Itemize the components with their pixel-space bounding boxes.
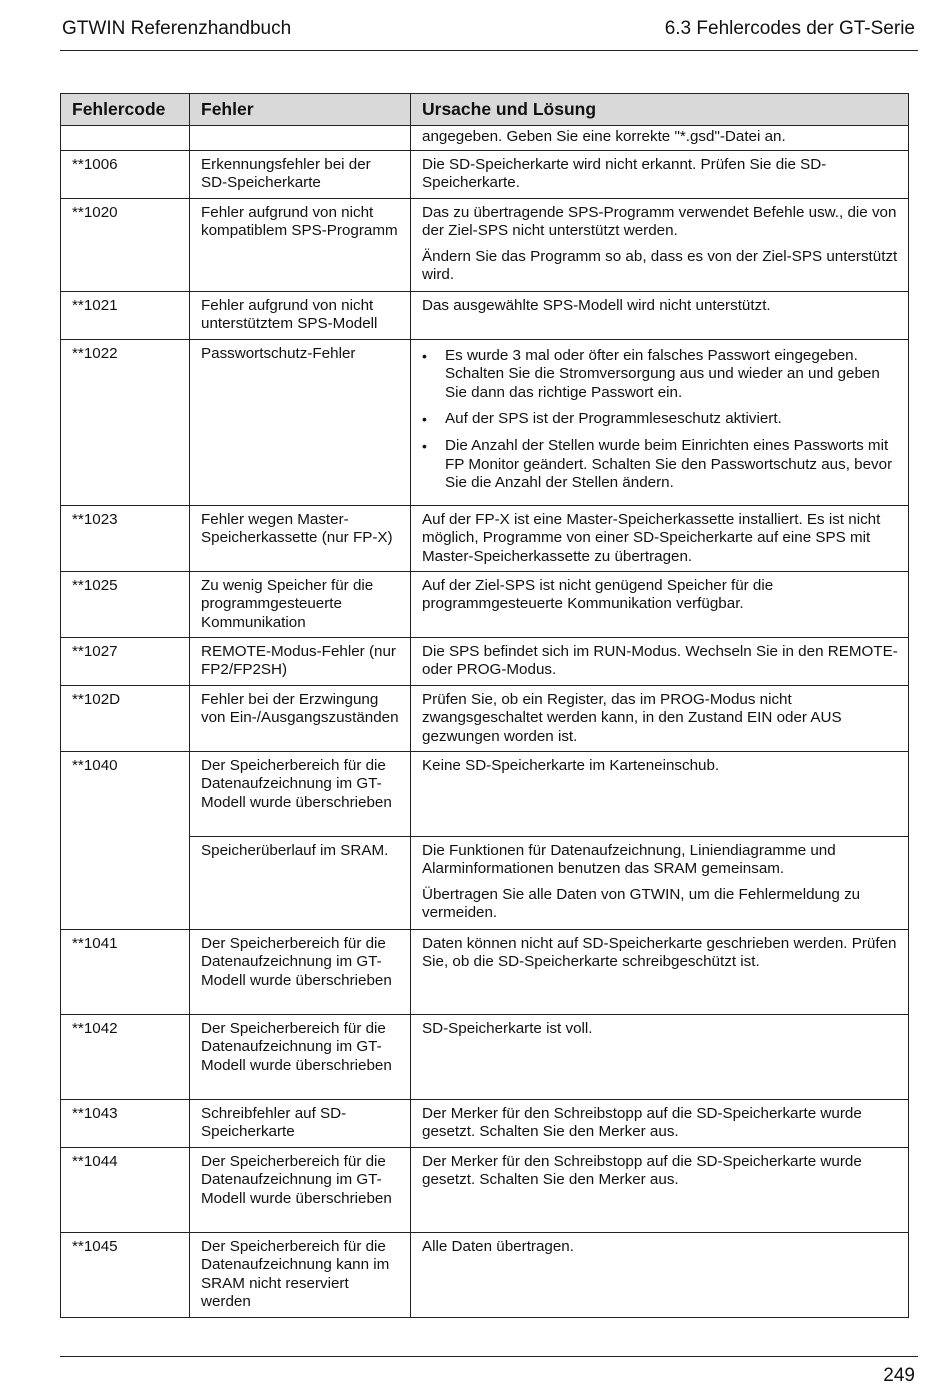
error-cell: Der Speicherbereich für die Datenaufzeichnung im GT-Modell wurde überschrieben: [190, 1147, 411, 1232]
code-cell: [61, 126, 190, 151]
cause-cell: [411, 1099, 909, 1147]
cause-paragraph: Auf der FP-X ist eine Master-Speicherkassette installiert. Es ist nicht möglich, Programme von einer SD-Speicherkarte auf eine SPS mit Master-Speicherkassette zu übertragen.: [422, 510, 881, 565]
cause-cell: angegeben. Geben Sie eine korrekte "*.gsd"-Datei an.: [411, 126, 909, 151]
cause-paragraph: Der Merker für den Schreibstopp auf die SD-Speicherkarte wurde gesetzt. Schalten Sie den Merker aus.: [422, 1104, 862, 1141]
cause-cell: [411, 291, 909, 339]
code-cell: **1020: [61, 198, 190, 291]
section-title: 6.3 Fehlercodes der GT-Serie: [664, 18, 915, 39]
table-row: [61, 929, 909, 1014]
error-cell: Speicherüberlauf im SRAM.: [190, 836, 411, 929]
list-item: • Auf der SPS ist der Programmleseschutz aktiviert.: [445, 410, 898, 429]
code-cell: **102D: [61, 685, 190, 751]
table-row: [61, 637, 909, 685]
cause-cell: [411, 150, 909, 198]
code-cell: **1022: [61, 339, 190, 505]
error-cell: Erkennungsfehler bei der SD-Speicherkarte: [190, 150, 411, 198]
code-cell: **1006: [61, 150, 190, 198]
list-item: • Die Anzahl der Stellen wurde beim Einrichten eines Passworts mit FP Monitor geändert. Schalten Sie den Passwortschutz aus, bevor Sie die Anzahl der Stellen ändern.: [445, 437, 898, 493]
table-row: [61, 571, 909, 637]
header-error: Fehler: [190, 94, 411, 126]
cause-cell: [411, 836, 909, 929]
cause-cell: [411, 637, 909, 685]
header-error-code: Fehlercode: [61, 94, 190, 126]
error-cell: Passwortschutz-Fehler: [190, 339, 411, 505]
code-cell: **1045: [61, 1232, 190, 1317]
solution-paragraph: Übertragen Sie alle Daten von GTWIN, um die Fehlermeldung zu vermeiden.: [422, 885, 861, 922]
cause-cell: [411, 929, 909, 1014]
error-cell: [190, 126, 411, 151]
header-cause-solution: Ursache und Lösung: [411, 94, 909, 126]
error-cell: Fehler aufgrund von nicht kompatiblem SPS-Programm: [190, 198, 411, 291]
cause-paragraph: Das ausgewählte SPS-Modell wird nicht unterstützt.: [422, 296, 771, 314]
solution-paragraph: Ändern Sie das Programm so ab, dass es von der Ziel-SPS unterstützt wird.: [422, 247, 898, 284]
page-header: [60, 14, 918, 51]
table-row: [61, 751, 909, 836]
error-cell: Zu wenig Speicher für die programmgesteuerte Kommunikation: [190, 571, 411, 637]
cause-cell: [411, 339, 909, 505]
code-cell: **1023: [61, 505, 190, 571]
cause-cell: [411, 1014, 909, 1099]
table-row: [61, 198, 909, 291]
error-cell: Der Speicherbereich für die Datenaufzeichnung kann im SRAM nicht reserviert werden: [190, 1232, 411, 1317]
table-row: [61, 1232, 909, 1317]
cause-paragraph: Das zu übertragende SPS-Programm verwendet Befehle usw., die von der Ziel-SPS nicht unterstützt werden.: [422, 203, 897, 240]
cause-paragraph: Auf der Ziel-SPS ist nicht genügend Speicher für die programmgesteuerte Kommunikation verfügbar.: [422, 576, 774, 613]
cause-cell: [411, 685, 909, 751]
error-cell: Der Speicherbereich für die Datenaufzeichnung im GT-Modell wurde überschrieben: [190, 751, 411, 836]
table-row: [61, 685, 909, 751]
table-row: [61, 339, 909, 505]
table-row: [61, 1147, 909, 1232]
code-cell: **1042: [61, 1014, 190, 1099]
page-number: 249: [883, 1365, 915, 1386]
cause-paragraph: Alle Daten übertragen.: [422, 1237, 574, 1255]
code-cell: **1041: [61, 929, 190, 1014]
error-cell: Der Speicherbereich für die Datenaufzeichnung im GT-Modell wurde überschrieben: [190, 929, 411, 1014]
table-row: [61, 505, 909, 571]
cause-paragraph: Die SPS befindet sich im RUN-Modus. Wechseln Sie in den REMOTE- oder PROG-Modus.: [422, 642, 898, 679]
table-row: [61, 1099, 909, 1147]
table-row: [61, 1014, 909, 1099]
table-row: [61, 291, 909, 339]
cause-paragraph: Die SD-Speicherkarte wird nicht erkannt. Prüfen Sie die SD-Speicherkarte.: [422, 155, 827, 192]
cause-bullet-list: [422, 347, 898, 493]
error-code-table: [60, 93, 909, 1318]
table-header-row: [61, 94, 909, 126]
cause-cell: [411, 1232, 909, 1317]
cause-paragraph: Die Funktionen für Datenaufzeichnung, Liniendiagramme und Alarminformationen benutzen das SRAM gemeinsam.: [422, 841, 836, 878]
cause-paragraph: SD-Speicherkarte ist voll.: [422, 1019, 593, 1037]
cause-cell: [411, 571, 909, 637]
cause-paragraph: Prüfen Sie, ob ein Register, das im PROG-Modus nicht zwangsgeschaltet werden kann, in den Zustand EIN oder AUS gezwungen worden ist.: [422, 690, 842, 745]
table-row: [61, 150, 909, 198]
code-cell: **1025: [61, 571, 190, 637]
page-footer: [60, 1356, 918, 1386]
code-cell: **1043: [61, 1099, 190, 1147]
code-cell: **1021: [61, 291, 190, 339]
cause-cell: [411, 198, 909, 291]
table-row-continuation: [61, 126, 909, 151]
error-cell: Der Speicherbereich für die Datenaufzeichnung im GT-Modell wurde überschrieben: [190, 1014, 411, 1099]
cause-cell: [411, 751, 909, 836]
code-cell: **1044: [61, 1147, 190, 1232]
code-cell: **1027: [61, 637, 190, 685]
error-cell: Schreibfehler auf SD-Speicherkarte: [190, 1099, 411, 1147]
document-title: GTWIN Referenzhandbuch: [62, 18, 292, 39]
error-cell: REMOTE-Modus-Fehler (nur FP2/FP2SH): [190, 637, 411, 685]
code-cell: **1040: [61, 751, 190, 929]
cause-cell: [411, 505, 909, 571]
error-cell: Fehler bei der Erzwingung von Ein-/Ausgangszuständen: [190, 685, 411, 751]
list-item: • Es wurde 3 mal oder öfter ein falsches Passwort eingegeben. Schalten Sie die Stromversorgung aus und wieder an und geben Sie dann das richtige Passwort ein.: [445, 347, 898, 403]
cause-paragraph: Daten können nicht auf SD-Speicherkarte geschrieben werden. Prüfen Sie, ob die SD-Speicherkarte schreibgeschützt ist.: [422, 934, 897, 971]
cause-paragraph: Keine SD-Speicherkarte im Karteneinschub.: [422, 756, 720, 774]
cause-cell: [411, 1147, 909, 1232]
error-cell: Fehler wegen Master-Speicherkassette (nur FP-X): [190, 505, 411, 571]
cause-paragraph: Der Merker für den Schreibstopp auf die SD-Speicherkarte wurde gesetzt. Schalten Sie den Merker aus.: [422, 1152, 862, 1189]
error-cell: Fehler aufgrund von nicht unterstütztem SPS-Modell: [190, 291, 411, 339]
